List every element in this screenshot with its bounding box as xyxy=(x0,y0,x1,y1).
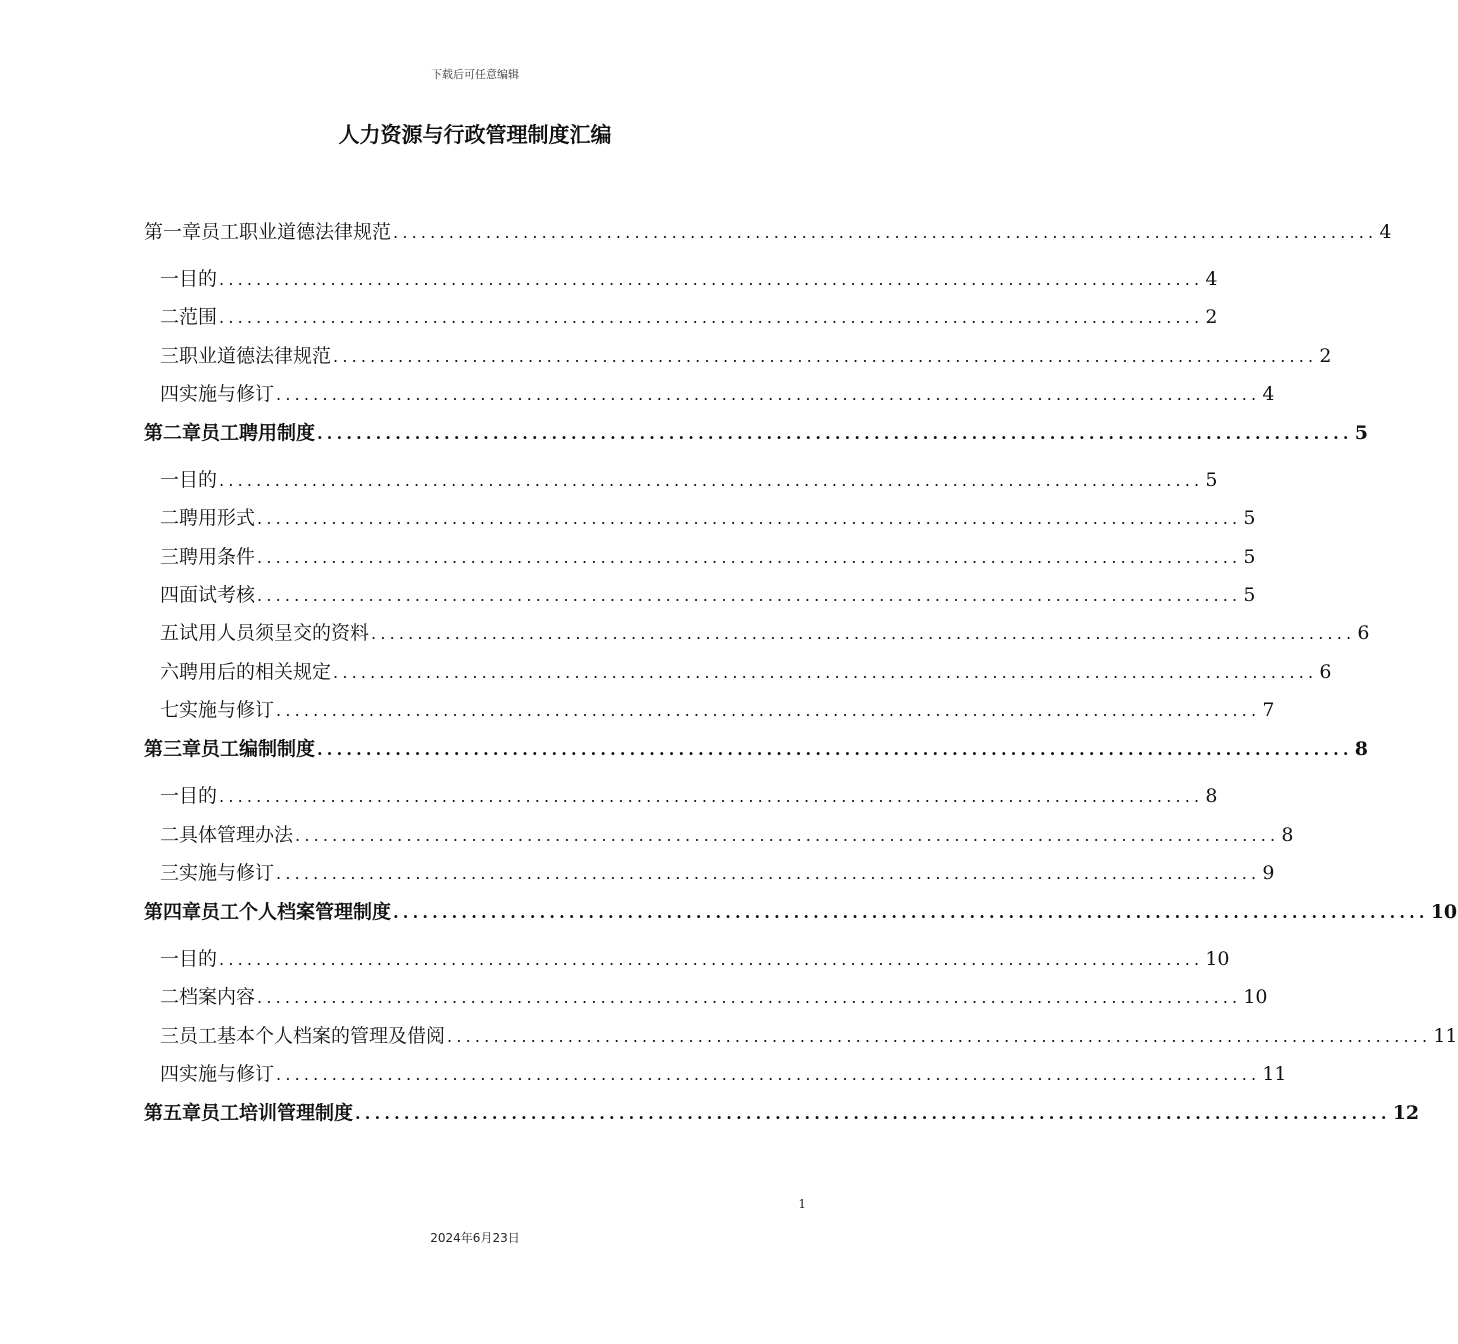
toc-dot-leader: .......................................................................................................... xyxy=(276,384,1261,404)
toc-section-entry[interactable] xyxy=(144,940,1230,978)
toc-dot-leader: .......................................................................................................... xyxy=(219,270,1204,289)
toc-section-entry[interactable] xyxy=(144,576,1256,614)
toc-chapter-entry[interactable] xyxy=(144,1093,1420,1141)
toc-section-entry[interactable] xyxy=(144,499,1256,537)
toc-entry-number: 三 xyxy=(160,545,180,568)
toc-entry-number: 四 xyxy=(160,1063,180,1086)
toc-entry-page: 8 xyxy=(1281,823,1294,846)
toc-entry-title: 实施与修订 xyxy=(179,698,275,721)
toc-entry-number: 第四章 xyxy=(144,901,202,924)
toc-entry-number: 一 xyxy=(160,785,180,808)
toc-dot-leader: .......................................................................................................... xyxy=(276,700,1261,720)
toc-entry-number: 六 xyxy=(160,660,180,683)
toc-dot-leader: .......................................................................................................... xyxy=(257,988,1242,1008)
toc-entry-page: 8 xyxy=(1205,785,1218,808)
toc-dot-leader: .......................................................................................................... xyxy=(333,346,1318,366)
toc-dot-leader: .......................................................................................................... xyxy=(219,308,1204,328)
toc-entry-title: 范围 xyxy=(179,306,218,329)
toc-entry-page: 10 xyxy=(1243,986,1268,1009)
toc-section-entry[interactable] xyxy=(144,375,1275,413)
toc-entry-number: 第二章 xyxy=(144,422,202,445)
toc-entry-page: 5 xyxy=(1205,469,1218,492)
toc-dot-leader: .......................................................................................................... xyxy=(219,787,1204,807)
toc-dot-leader: .......................................................................................................... xyxy=(219,950,1204,970)
toc-dot-leader: .......................................................................................................... xyxy=(257,547,1242,567)
toc-section-entry[interactable] xyxy=(144,614,1370,652)
toc-entry-title: 具体管理办法 xyxy=(179,823,294,846)
toc-entry-number: 第一章 xyxy=(144,221,202,243)
toc-chapter-entry[interactable] xyxy=(144,413,1368,461)
toc-entry-title: 聘用形式 xyxy=(179,507,256,530)
toc-dot-leader: .......................................................................................................... xyxy=(219,471,1204,491)
toc-entry-number: 七 xyxy=(160,698,180,721)
table-of-contents xyxy=(144,212,1458,1141)
toc-entry-page: 5 xyxy=(1243,507,1256,530)
toc-section-entry[interactable] xyxy=(144,1017,1458,1055)
toc-entry-title: 实施与修订 xyxy=(179,382,275,405)
toc-dot-leader: .......................................................................................................... xyxy=(276,1065,1261,1085)
toc-entry-page: 5 xyxy=(1243,584,1256,607)
toc-entry-title: 实施与修订 xyxy=(179,861,275,884)
toc-entry-number: 三 xyxy=(160,861,180,884)
toc-entry-page: 8 xyxy=(1354,738,1368,761)
toc-entry-number: 二 xyxy=(160,986,180,1009)
toc-section-entry[interactable] xyxy=(144,653,1332,691)
toc-section-entry[interactable] xyxy=(144,691,1275,729)
toc-entry-number: 三 xyxy=(160,344,180,367)
toc-entry-title: 员工基本个人档案的管理及借阅 xyxy=(179,1024,446,1047)
toc-entry-title: 目的 xyxy=(179,948,218,971)
toc-entry-number: 一 xyxy=(160,469,180,492)
toc-section-entry[interactable] xyxy=(144,777,1218,815)
page-number: 1 xyxy=(798,1197,806,1211)
toc-chapter-entry[interactable] xyxy=(144,212,1392,260)
toc-entry-title: 员工聘用制度 xyxy=(201,422,316,445)
toc-dot-leader: .......................................................................................................... xyxy=(447,1026,1432,1046)
toc-entry-page: 2 xyxy=(1205,306,1218,329)
toc-entry-title: 目的 xyxy=(179,268,218,290)
toc-dot-leader: .......................................................................................................... xyxy=(257,509,1242,529)
toc-dot-leader: .......................................................................................................... xyxy=(393,903,1429,923)
toc-section-entry[interactable] xyxy=(144,816,1294,854)
toc-dot-leader: .......................................................................................................... xyxy=(371,624,1356,644)
toc-dot-leader: .......................................................................................................... xyxy=(317,424,1353,444)
toc-entry-page: 12 xyxy=(1392,1102,1420,1125)
toc-section-entry[interactable] xyxy=(144,298,1218,336)
toc-entry-page: 4 xyxy=(1379,221,1392,243)
toc-entry-number: 二 xyxy=(160,306,180,329)
toc-dot-leader: .......................................................................................................... xyxy=(317,740,1353,760)
toc-entry-number: 第五章 xyxy=(144,1102,202,1125)
toc-entry-number: 二 xyxy=(160,507,180,530)
toc-section-entry[interactable] xyxy=(144,461,1218,499)
toc-section-entry[interactable] xyxy=(144,538,1256,576)
toc-entry-title: 实施与修订 xyxy=(179,1063,275,1086)
toc-entry-number: 四 xyxy=(160,584,180,607)
toc-entry-title: 档案内容 xyxy=(179,986,256,1009)
toc-entry-number: 二 xyxy=(160,823,180,846)
toc-section-entry[interactable] xyxy=(144,854,1275,892)
toc-section-entry[interactable] xyxy=(144,260,1218,298)
toc-entry-page: 4 xyxy=(1262,382,1275,405)
toc-entry-title: 员工个人档案管理制度 xyxy=(201,901,392,924)
toc-section-entry[interactable] xyxy=(144,337,1332,375)
toc-dot-leader: .......................................................................................................... xyxy=(355,1104,1391,1124)
toc-entry-title: 目的 xyxy=(179,469,218,492)
toc-entry-title: 目的 xyxy=(179,785,218,808)
toc-entry-number: 一 xyxy=(160,948,180,971)
toc-entry-page: 6 xyxy=(1319,660,1332,683)
toc-entry-page: 5 xyxy=(1354,422,1368,445)
toc-dot-leader: .......................................................................................................... xyxy=(393,223,1378,242)
toc-entry-number: 三 xyxy=(160,1024,180,1047)
footer-date: 2024年6月23日 xyxy=(430,1231,520,1245)
toc-entry-title: 面试考核 xyxy=(179,584,256,607)
toc-entry-title: 聘用后的相关规定 xyxy=(179,660,332,683)
toc-dot-leader: .......................................................................................................... xyxy=(276,863,1261,883)
toc-entry-number: 一 xyxy=(160,268,180,290)
toc-entry-title: 职业道德法律规范 xyxy=(179,344,332,367)
toc-dot-leader: .......................................................................................................... xyxy=(257,586,1242,606)
toc-entry-page: 2 xyxy=(1319,344,1332,367)
toc-chapter-entry[interactable] xyxy=(144,892,1458,940)
toc-entry-page: 9 xyxy=(1262,861,1275,884)
toc-entry-number: 五 xyxy=(160,622,180,645)
toc-entry-page: 11 xyxy=(1262,1063,1287,1086)
toc-entry-page: 4 xyxy=(1205,268,1218,290)
toc-entry-title: 员工培训管理制度 xyxy=(201,1102,354,1125)
toc-dot-leader: .......................................................................................................... xyxy=(295,825,1280,845)
toc-chapter-entry[interactable] xyxy=(144,729,1368,777)
page-header: 下载后可任意编辑 xyxy=(431,68,519,81)
toc-section-entry[interactable] xyxy=(144,1055,1287,1093)
toc-entry-title: 员工编制制度 xyxy=(201,738,316,761)
document-title: 人力资源与行政管理制度汇编 xyxy=(338,123,612,147)
toc-entry-title: 聘用条件 xyxy=(179,545,256,568)
toc-entry-page: 7 xyxy=(1262,698,1275,721)
toc-entry-number: 四 xyxy=(160,382,180,405)
toc-dot-leader: .......................................................................................................... xyxy=(333,662,1318,682)
toc-entry-title: 员工职业道德法律规范 xyxy=(201,221,392,243)
toc-entry-title: 试用人员须呈交的资料 xyxy=(179,622,370,645)
toc-entry-page: 11 xyxy=(1433,1024,1458,1047)
toc-entry-number: 第三章 xyxy=(144,738,202,761)
toc-section-entry[interactable] xyxy=(144,978,1268,1016)
toc-entry-page: 6 xyxy=(1357,622,1370,645)
toc-entry-page: 10 xyxy=(1205,948,1230,971)
toc-entry-page: 5 xyxy=(1243,545,1256,568)
toc-entry-page: 10 xyxy=(1430,901,1458,924)
